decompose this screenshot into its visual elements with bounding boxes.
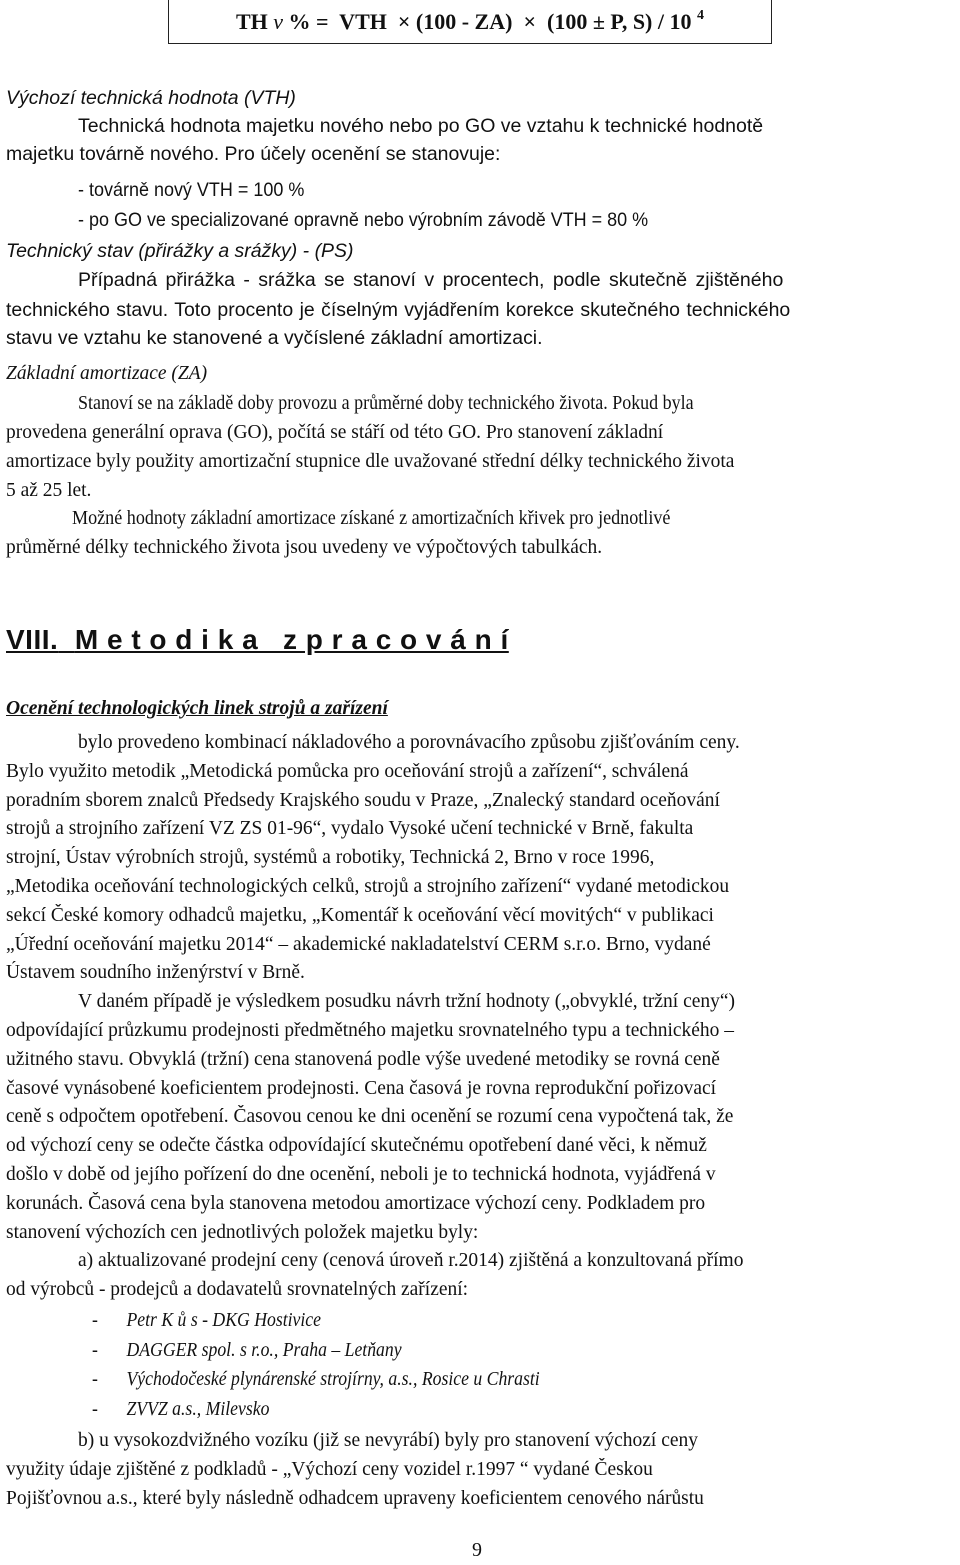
- vth-line-2: majetku továrně nového. Pro účely ocenění se stanovuje:: [6, 143, 501, 165]
- supplier-name: Východočeské plynárenské strojírny, a.s., Rosice u Chrasti: [126, 1369, 540, 1390]
- vth-line-1: [78, 112, 954, 140]
- list-dash: -: [92, 1339, 98, 1361]
- formula-part2: (100 ± P, S) / 10: [547, 8, 692, 34]
- body-line: Bylo využito metodik „Metodická pomůcka pro oceňování strojů a zařízení“, schválená: [6, 760, 689, 782]
- chapter-title: M e t o d i k a z p r a c o v á n í: [74, 624, 509, 655]
- times-symbol-2: ×: [523, 8, 536, 34]
- body-line: b) u vysokozdvižného vozíku (již se nevyrábí) byly pro stanovení výchozí ceny: [78, 1430, 699, 1451]
- chapter-number: VIII.: [6, 624, 59, 655]
- za-line-1: Stanoví se na základě doby provozu a průměrné doby technického života. Pokud byla: [78, 393, 694, 414]
- vth-line-4: - po GO ve specializované opravně nebo výrobním závodě VTH = 80 %: [78, 209, 649, 231]
- za-line-2: provedena generální oprava (GO), počítá se stáří od této GO. Pro stanovení základní: [6, 422, 664, 443]
- body-line: sekcí České komory odhadců majetku, „Komentář k oceňování věcí movitých“ v publikaci: [6, 904, 714, 926]
- body-line: „Metodika oceňování technologických celků, strojů a strojního zařízení“ vydané metodickou: [6, 876, 730, 897]
- body-line: poradním sborem znalců Předsedy Krajského soudu v Praze, „Znalecký standard oceňování: [6, 789, 720, 811]
- body-line: ceně s odpočtem opotřebení. Časovou cenou ke dni ocenění se rozumí cena vypočtená tak, že: [6, 1106, 734, 1128]
- supplier-item: [92, 1366, 954, 1394]
- body-line: došlo v době od jejího pořízení do dne ocenění, neboli je to technická hodnota, vyjádřená v: [6, 1164, 716, 1185]
- body-line: užitného stavu. Obvyklá (tržní) cena stanovená podle výše uvedené metodiky se rovná ceně: [6, 1048, 720, 1070]
- body-line: korunách. Časová cena byla stanovena metodou amortizace výchozí ceny. Podkladem pro: [6, 1192, 706, 1214]
- body-line: časové vynásobené koeficientem prodejnosti. Cena časová je rovna reprodukční pořizovací: [6, 1077, 717, 1099]
- body-line: strojů a strojního zařízení VZ ZS 01-96“, vydalo Vysoké učení technické v Brně, fakulta: [6, 818, 694, 840]
- ps-heading: Technický stav (přirážky a srážky) - (PS): [6, 240, 354, 262]
- formula-lhs: TH: [235, 8, 268, 34]
- za-line-5: Možné hodnoty základní amortizace získané z amortizačních křivek pro jednotlivé: [72, 508, 671, 529]
- za-line-3: amortizace byly použity amortizační stupnice dle uvažované střední délky technického života: [6, 451, 735, 472]
- ocen-heading: Ocenění technologických linek strojů a zařízení: [6, 698, 388, 719]
- body-line: strojní, Ústav výrobních strojů, systémů a robotiky, Technická 2, Brno v roce 1996,: [6, 847, 655, 869]
- vth-line-3: - továrně nový VTH = 100 %: [78, 179, 305, 201]
- body-line: „Úřední oceňování majetku 2014“ – akademické nakladatelství CERM s.r.o. Brno, vydané: [6, 933, 711, 955]
- ps-line-2: technického stavu. Toto procento je číselným vyjádřením korekce skutečného technického: [6, 299, 791, 321]
- supplier-name: Petr K ů s - DKG Hostivice: [126, 1310, 322, 1331]
- supplier-item: [92, 1396, 954, 1424]
- supplier-item: [92, 1307, 954, 1335]
- supplier-item: [92, 1337, 954, 1365]
- body-line: od výrobců - prodejců a dodavatelů srovnatelných zařízení:: [6, 1279, 469, 1301]
- list-dash: -: [92, 1398, 98, 1420]
- supplier-name: ZVVZ a.s., Milevsko: [126, 1398, 270, 1420]
- body-line: a) aktualizované prodejní ceny (cenová úroveň r.2014) zjištěná a konzultovaná přímo: [78, 1250, 744, 1272]
- za-line-4: 5 až 25 let.: [6, 480, 92, 501]
- formula-v: v: [273, 8, 284, 34]
- za-line-6: průměrné délky technického života jsou uvedeny ve výpočtových tabulkách.: [6, 537, 603, 558]
- body-line: Pojišťovnou a.s., které byly následně odhadcem upraveny koeficientem cenového nárůstu: [6, 1488, 704, 1509]
- vth-line-1-text: Technická hodnota majetku nového nebo po GO ve vztahu k technické hodnotě: [78, 115, 764, 137]
- ps-line-3: stavu ve vztahu ke stanovené a vyčíslené základní amortizaci.: [6, 327, 543, 349]
- vth-heading: Výchozí technická hodnota (VTH): [6, 87, 296, 109]
- body-line: využity údaje zjištěné z podkladů - „Výchozí ceny vozidel r.1997 “ vydané Českou: [6, 1459, 653, 1480]
- list-dash: -: [92, 1369, 98, 1390]
- ps-line-1: Případná přirážka - srážka se stanoví v procentech, podle skutečně zjištěného: [78, 269, 784, 291]
- body-line: odpovídající průzkumu prodejnosti předmětného majetku srovnatelného typu a technického –: [6, 1020, 734, 1041]
- formula-eq: % = VTH: [288, 8, 387, 34]
- list-dash: -: [92, 1310, 98, 1331]
- body-line: Ústavem soudního inženýrství v Brně.: [6, 962, 305, 984]
- body-line: V daném případě je výsledkem posudku návrh tržní hodnoty („obvyklé, tržní ceny“): [78, 991, 736, 1013]
- page-number: 9: [472, 1539, 482, 1561]
- body-line: bylo provedeno kombinací nákladového a porovnávacího způsobu zjišťováním ceny.: [78, 732, 740, 753]
- supplier-name: DAGGER spol. s r.o., Praha – Letňany: [126, 1339, 402, 1361]
- formula-box: [168, 0, 772, 44]
- formula-part1: (100 - ZA): [415, 8, 513, 34]
- body-line: od výchozí ceny se odečte částka odpovídající skutečnému opotřebení dané věci, k němuž: [6, 1135, 707, 1157]
- formula-exponent: 4: [697, 7, 704, 23]
- times-symbol-1: ×: [397, 8, 411, 34]
- chapter-heading: [6, 624, 509, 656]
- za-heading: Základní amortizace (ZA): [6, 363, 208, 384]
- body-line: stanovení výchozích cen jednotlivých položek majetku byly:: [6, 1221, 479, 1243]
